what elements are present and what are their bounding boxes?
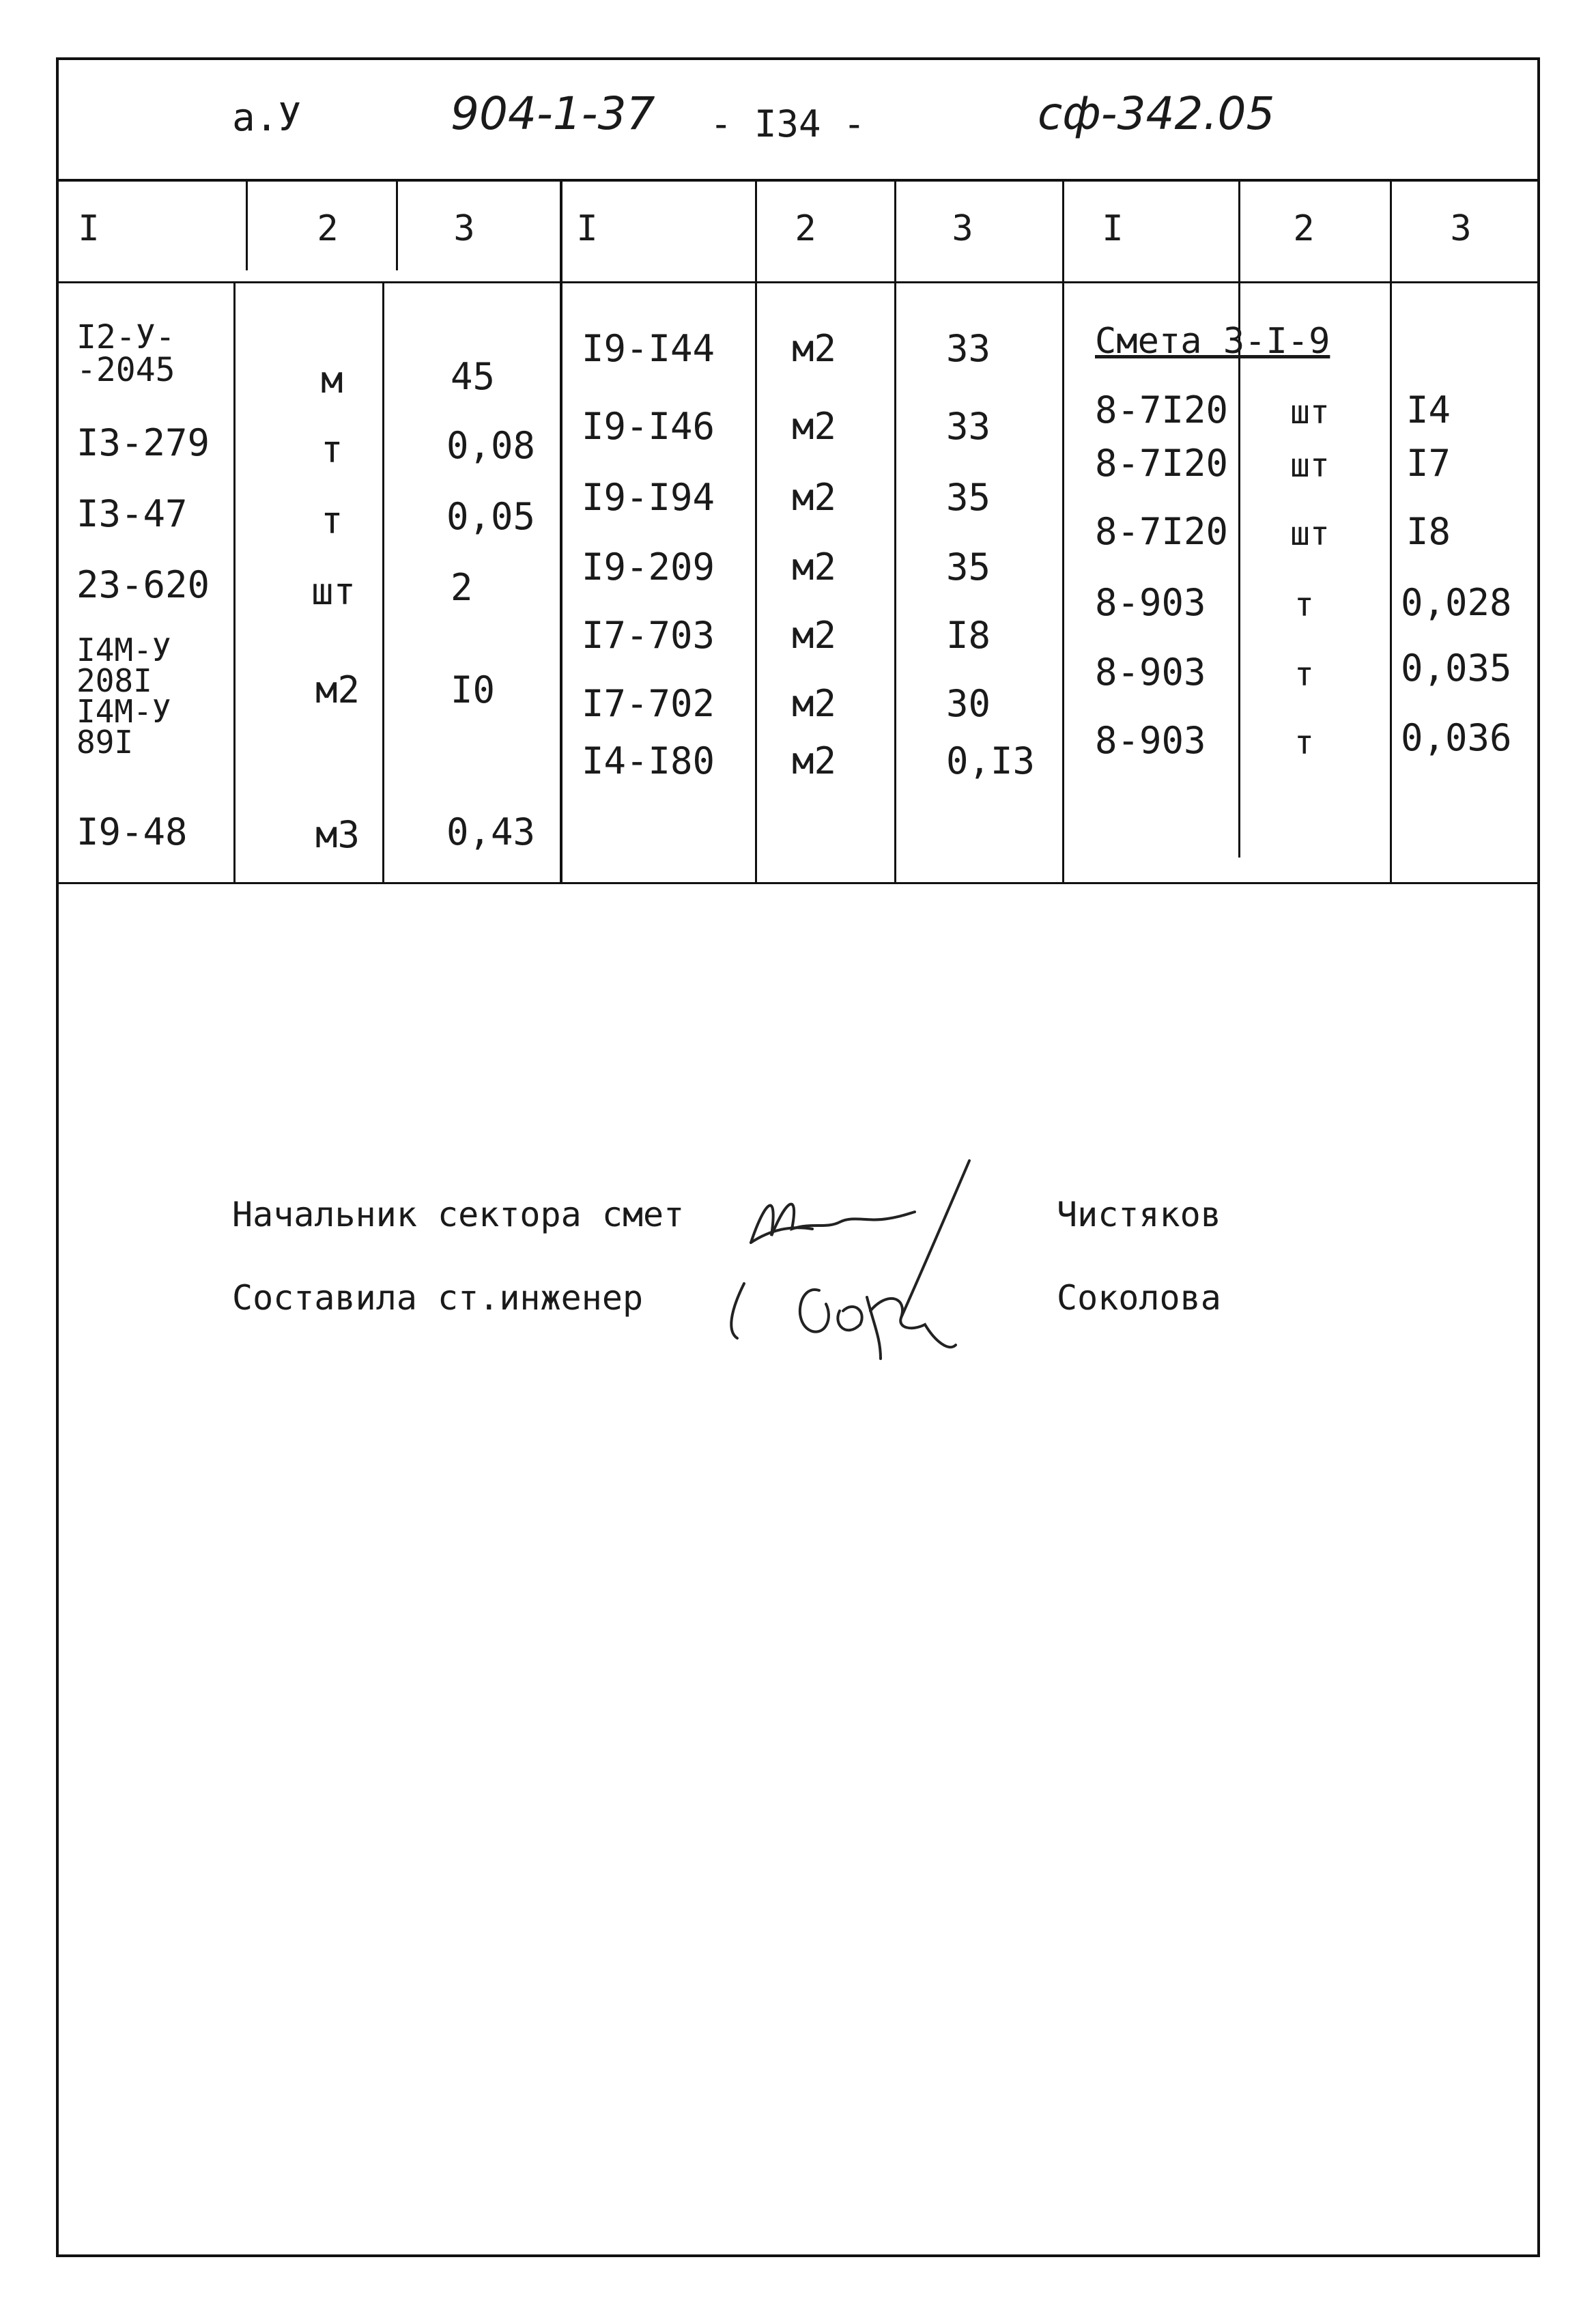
b2-qty-3: 35	[946, 476, 991, 519]
b2-qty-4: 35	[946, 546, 991, 589]
col-header-8: 2	[1293, 208, 1315, 249]
col-header-3: 3	[453, 208, 475, 249]
b1-unit-6: м3	[315, 813, 360, 856]
b2-qty-7: 0,I3	[946, 739, 1036, 782]
b2-code-3: I9-I94	[582, 476, 715, 519]
b2-qty-2: 33	[946, 405, 991, 448]
table-bottom-rule	[56, 882, 1540, 884]
b1-qty-5: I0	[451, 668, 496, 711]
b1-unit-3: т	[321, 499, 343, 542]
header-prefix: а.У	[232, 96, 302, 140]
b3-unit-5: т	[1294, 655, 1314, 694]
col-sep-4	[755, 182, 757, 882]
b3-code-5: 8-903	[1095, 651, 1206, 694]
b2-code-2: I9-I46	[582, 405, 715, 448]
b3-code-4: 8-903	[1095, 581, 1206, 624]
b1-code-6: I9-48	[76, 810, 188, 853]
header-project-code: 904-1-37	[451, 87, 655, 140]
b3-unit-1: шт	[1290, 393, 1330, 431]
signature-name-1: Чистяков	[1057, 1195, 1221, 1234]
b2-qty-6: 30	[946, 682, 991, 725]
col-sep-1	[246, 182, 248, 270]
b2-unit-5: м2	[792, 614, 837, 657]
col-sep-7	[1238, 182, 1240, 858]
b1-unit-2: т	[321, 428, 343, 471]
b1-unit-4: шт	[311, 570, 356, 613]
b3-qty-1: I4	[1406, 388, 1451, 431]
col-sep-3	[560, 182, 562, 882]
b2-unit-4: м2	[792, 546, 837, 589]
handwritten-signature	[724, 1154, 1010, 1379]
b1-qty-2: 0,08	[446, 424, 536, 467]
header-bottom-rule	[56, 179, 1540, 182]
b3-code-2: 8-7I20	[1095, 442, 1229, 485]
b3-title: Смета 3-I-9	[1095, 321, 1330, 362]
b2-unit-1: м2	[792, 327, 837, 370]
b1-code-1: I2-У- -2045	[76, 318, 175, 389]
b2-qty-1: 33	[946, 327, 991, 370]
b1-code-4: 23-620	[76, 563, 210, 606]
b1-code-5: I4М-У 208I I4М-У 89I	[76, 632, 171, 761]
col-header-7: I	[1102, 208, 1124, 249]
col-sep-8	[1390, 182, 1392, 882]
b2-code-5: I7-703	[582, 614, 715, 657]
b2-code-6: I7-702	[582, 682, 715, 725]
col-sep-6	[1062, 182, 1064, 882]
b1-qty-3: 0,05	[446, 495, 536, 538]
b3-code-6: 8-903	[1095, 719, 1206, 762]
col-sep-2	[396, 182, 398, 270]
col-sep-5	[894, 182, 896, 882]
b1-code-2: I3-279	[76, 421, 210, 464]
column-header-rule	[56, 281, 1540, 283]
b1-qty-4: 2	[451, 566, 473, 609]
col-header-9: 3	[1450, 208, 1472, 249]
col-header-4: I	[576, 208, 598, 249]
signature-role-2: Составила ст.инженер	[232, 1278, 644, 1318]
col-sep-1b	[233, 281, 236, 883]
signature-name-2: Соколова	[1057, 1278, 1221, 1318]
b1-unit-5: м2	[315, 668, 360, 711]
b3-unit-2: шт	[1290, 447, 1330, 485]
b2-unit-2: м2	[792, 405, 837, 448]
b2-unit-7: м2	[792, 739, 837, 782]
b2-unit-6: м2	[792, 682, 837, 725]
b3-unit-4: т	[1294, 586, 1314, 624]
header-page-number: - I34 -	[710, 102, 866, 145]
col-header-5: 2	[795, 208, 816, 249]
b1-code-3: I3-47	[76, 492, 188, 535]
b1-unit-1: м	[321, 358, 343, 401]
b2-code-7: I4-I80	[582, 739, 715, 782]
b2-code-1: I9-I44	[582, 327, 715, 370]
b2-qty-5: I8	[946, 614, 991, 657]
b3-qty-6: 0,036	[1401, 716, 1512, 759]
col-header-6: 3	[952, 208, 973, 249]
b3-code-3: 8-7I20	[1095, 510, 1229, 553]
col-header-2: 2	[317, 208, 339, 249]
b1-qty-1: 45	[451, 355, 496, 398]
signature-role-1: Начальник сектора смет	[232, 1195, 685, 1234]
b3-qty-4: 0,028	[1401, 581, 1512, 624]
b1-qty-6: 0,43	[446, 810, 536, 853]
col-sep-2b	[382, 281, 384, 883]
b3-code-1: 8-7I20	[1095, 388, 1229, 431]
b3-unit-3: шт	[1290, 515, 1330, 553]
header-doc-code: сф-342.05	[1038, 87, 1275, 140]
b3-qty-3: I8	[1406, 510, 1451, 553]
b3-qty-2: I7	[1406, 442, 1451, 485]
b3-unit-6: т	[1294, 724, 1314, 762]
col-header-1: I	[78, 208, 100, 249]
b2-unit-3: м2	[792, 476, 837, 519]
b2-code-4: I9-209	[582, 546, 715, 589]
b3-qty-5: 0,035	[1401, 647, 1512, 690]
